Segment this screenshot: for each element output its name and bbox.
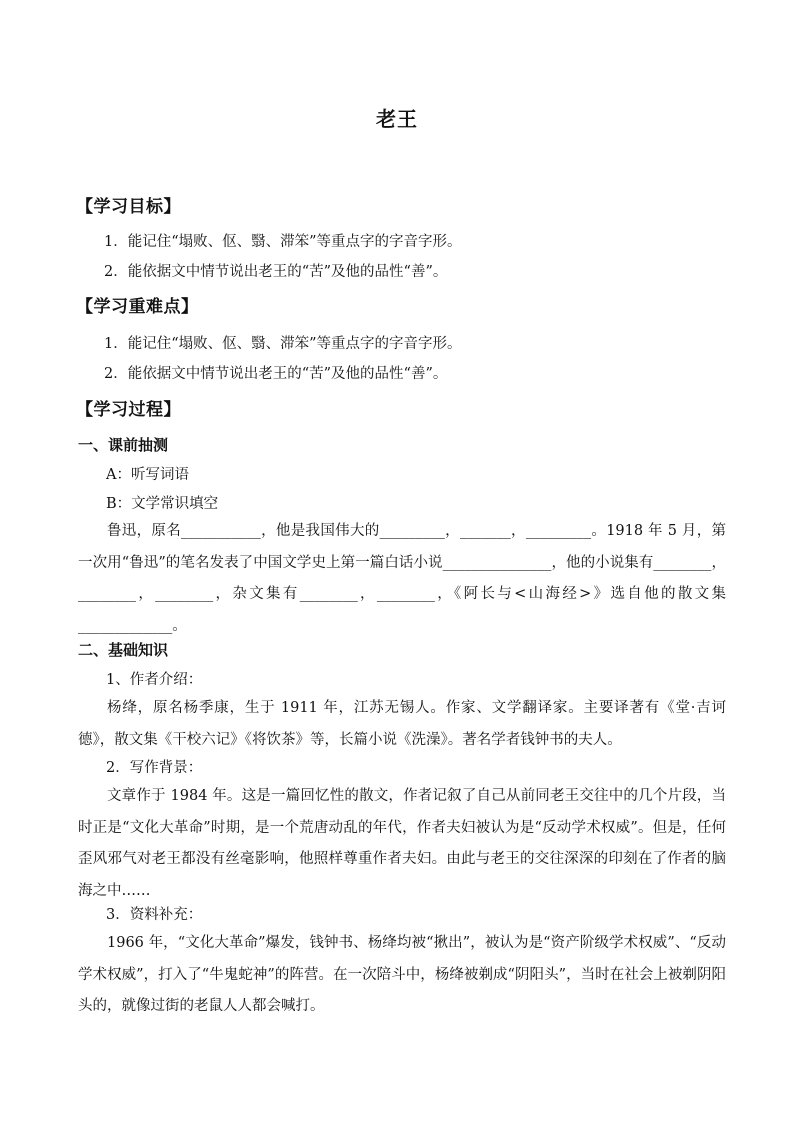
part2-heading: 二、基础知识 [78,641,169,659]
literature-fill-paragraph: 鲁迅，原名___________，他是我国伟大的_________，_______，_________。1918 年 5 月，第一次用“鲁迅”的笔名发表了中国文学史上第一篇白话小说_______________，他的小说集有________，________，________，杂文集有________，________，《阿长与<山海经>》选自他的散文集_____________。 [78,523,726,634]
goal-item-2: 2．能依据文中情节说出老王的“苦”及他的品性“善”。 [104,264,448,280]
process-heading: 【学习过程】 [76,400,181,420]
author-intro-paragraph: 杨绛，原名杨季康，生于 1911 年，江苏无锡人。作家、文学翻译家。主要译著有《堂·吉诃德》，散文集《干校六记》《将饮茶》等，长篇小说《洗澡》。著名学者钱钟书的夫人。 [78,700,726,748]
author-intro-heading: 1、作者介绍： [106,672,203,688]
page-title: 老王 [376,107,418,131]
key-point-item-2: 2．能依据文中情节说出老王的“苦”及他的品性“善”。 [104,366,448,382]
background-heading: 2．写作背景： [106,760,203,776]
goals-heading: 【学习目标】 [76,197,181,217]
key-points-heading: 【学习重难点】 [76,297,199,317]
key-point-item-1: 1．能记住“塌败、伛、翳、滞笨”等重点字的字音字形。 [104,336,462,352]
part1-heading: 一、课前抽测 [78,436,169,454]
background-paragraph: 文章作于 1984 年。这是一篇回忆性的散文，作者记叙了自己从前同老王交往中的几个片段，当时正是“文化大革命”时期，是一个荒唐动乱的年代，作者夫妇被认为是“反动学术权威”。但是，任何歪风邪气对老王都没有丝毫影响，他照样尊重作者夫妇。由此与老王的交往深深的印刻在了作者的脑海之中…… [78,788,726,899]
part1-item-b: B：文学常识填空 [106,496,219,512]
part1-item-a: A：听写词语 [106,467,189,483]
goal-item-1: 1．能记住“塌败、伛、翳、滞笨”等重点字的字音字形。 [104,234,462,250]
supplement-heading: 3．资料补充： [106,907,203,923]
supplement-paragraph: 1966 年，“文化大革命”爆发，钱钟书、杨绛均被“揪出”，被认为是“资产阶级学术权威”、“反动学术权威”，打入了“牛鬼蛇神”的阵营。在一次陪斗中，杨绛被剃成“阴阳头”，当时在社会上被剃阴阳头的，就像过街的老鼠人人都会喊打。 [78,935,726,1014]
